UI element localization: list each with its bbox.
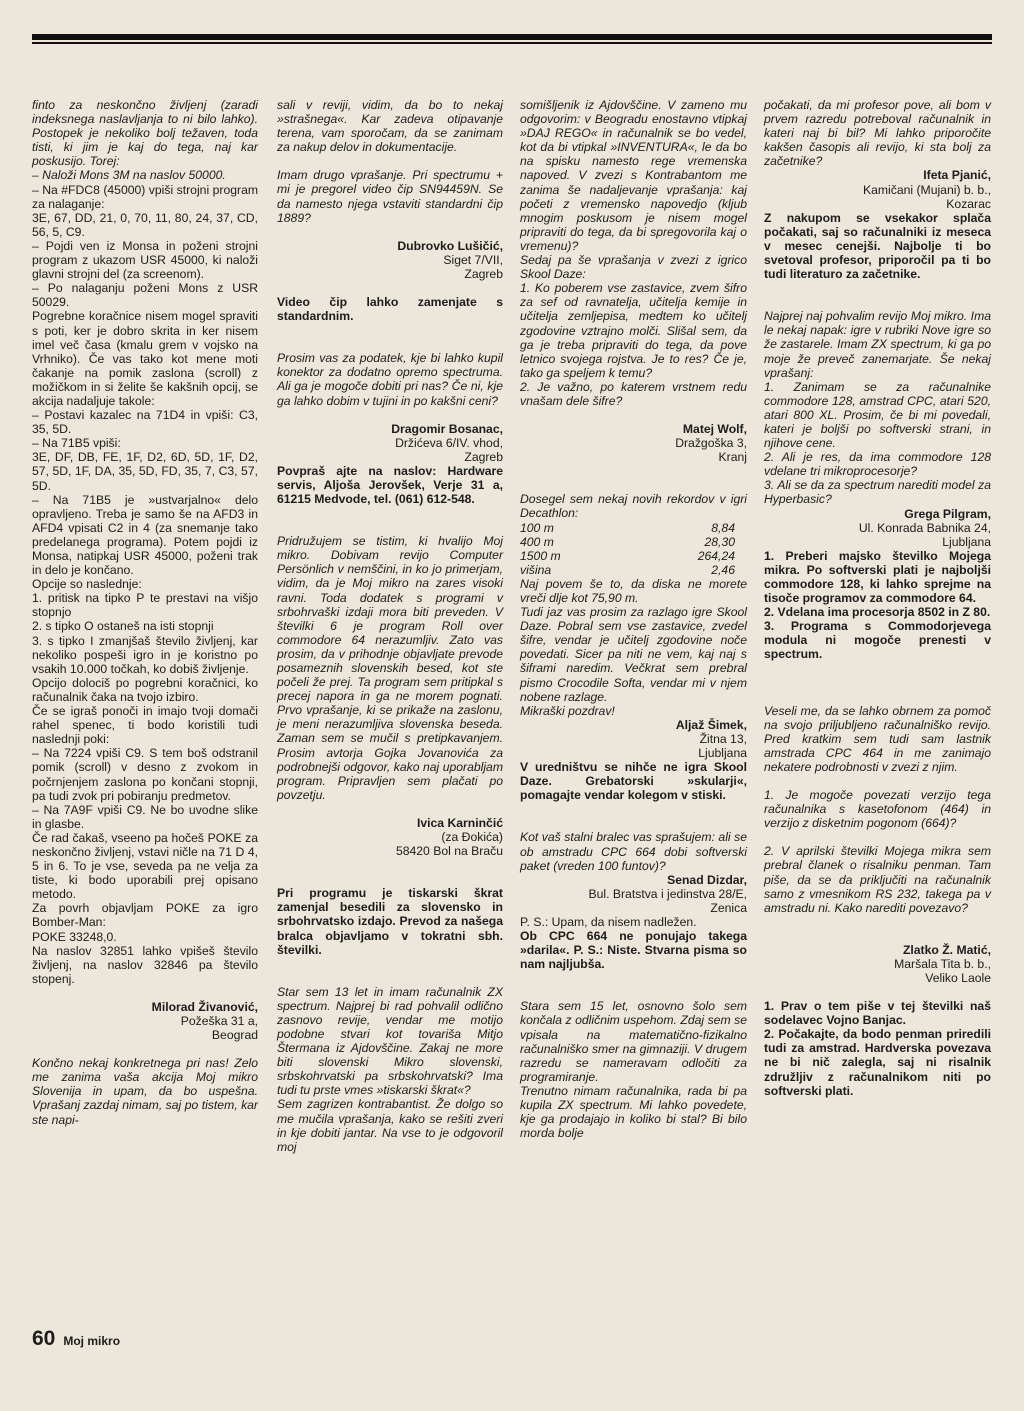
editor-reply: V uredništvu se nihče ne igra Skool Daze. Grebatorski »skularji«, pomagajte vendar kolegom v stiski. <box>520 760 747 803</box>
reader-letter-paragraph: 1. Zanimam se za računalnike commodore 128, amstrad CPC, atari 520, atari 800 XL. Prosim, če bi mi povedali, kateri je boljši po softverski strani, in njihove cene. <box>764 379 991 451</box>
signature-line: Maršala Tita b. b., <box>894 956 991 971</box>
signature-line: Ivica Karninčić <box>416 815 503 830</box>
editor-reply: 1. Preberi majsko številko Mojega mikra. Po softverski plati je najboljši commodore 128, ki lahko sprejme na tisoče programov za commodore 64. <box>764 548 991 606</box>
paragraph: Opcijo dolociš po pogrebni koračnici, ko računalnik čaka na tvojo izbiro. <box>32 675 258 704</box>
signature-line: Zagreb <box>464 266 503 281</box>
paragraph-spacer <box>277 802 503 816</box>
column-4 <box>764 98 991 1098</box>
signature-line: Dragomir Bosanac, <box>391 421 503 436</box>
editor-reply: Pri programu je tiskarski škrat zamenjal besedili za slovensko in srbohrvatsko izdajo. Prevod za našega bralca objavljamo v tokratni sbh. številki. <box>277 886 503 957</box>
record-event: 100 m <box>520 520 554 535</box>
paragraph: Za povrh objavljam POKE za igro Bomber-Man: <box>32 901 258 930</box>
reader-letter-paragraph: finto za neskončno življenj (zaradi indeksnega naslavljanja to ni bilo lahko). Postopek je nekoliko bolj težaven, toda tisti, ki jim je kaj do tega, naj kar poskusijo. Torej: <box>32 98 258 169</box>
paragraph-spacer <box>520 971 747 999</box>
signature-line: Držićeva 6/IV. vhod, <box>395 435 503 450</box>
editor-reply: 3. Programa s Commodorjevega modula ni mogoče prenesti v spectrum. <box>764 619 991 662</box>
signature-line: Bul. Bratstva i jedinstva 28/E, <box>588 886 747 901</box>
paragraph: Na naslov 32851 lahko vpišeš število življenj, na naslov 32846 pa število stopenj. <box>32 943 258 986</box>
reader-letter-paragraph: 2. V aprilski številki Mojega mikra sem prebral članek o risalniku penman. Tam piše, da se da priključiti na računalnik samo z vmesnikom RS 232, takega pa v amstradu ni. Kako narediti povezavo? <box>764 844 991 915</box>
paragraph: 3E, DF, DB, FE, 1F, D2, 6D, 5D, 1F, D2, 57, 5D, 1F, DA, 35, 5D, FD, 35, 7, C3, 57, 5D. <box>32 450 258 493</box>
paragraph-spacer <box>277 957 503 985</box>
paragraph-spacer <box>764 830 991 844</box>
signature-line: Dubrovko Lušičić, <box>397 238 503 253</box>
reader-letter-paragraph: Pridružujem se tistim, ki hvalijo Moj mikro. Dobivam revijo Computer Persönlich v nemščini, in ko jo primerjam, vidim, da je Moj mikro na zares visoki ravni. Toda dodatek s programi v srbohrvaški izdaji mora biti preveden. V številki 6 je program Roll over commodore 64 nerazumljiv. Zato vas prosim, da v prihodnje objavljate prevode posameznih slovenskih besed, kot ste počeli že prej. Ta program sem pritipkal s precej napora in ga ne morem pognati. Prvo vprašanje, ki se prikaže na zaslonu, je meni nerazumljiva slovenska beseda. Zaman sem se mučil s pretipkavanjem. Prosim avtorja Gojka Jovanovića za podrobnejši odgovor, kako naj uporabljam program. Pripravljen sem plačati po povzetju. <box>277 534 503 802</box>
paragraph: – Na #FDC8 (45000) vpiši strojni program za nalaganje: <box>32 182 258 211</box>
record-value: 8,84 <box>711 520 735 535</box>
reader-letter-paragraph: Kot vaš stalni bralec vas sprašujem: ali se ob amstradu CPC 664 dobi softverski paket (vreden 100 funtov)? <box>520 830 747 873</box>
reader-letter-paragraph: Sem zagrizen kontrabantist. Že dolgo so me mučila vprašanja, kako se rešiti zveri in kje dobiti jantar. Na vse to je odgovoril moj <box>277 1097 503 1154</box>
reader-letter-paragraph: 3. Ali se da za spectrum narediti model za Hyperbasic? <box>764 478 991 507</box>
record-row <box>520 535 747 549</box>
paragraph: Pogrebne koračnice nisem mogel spraviti s poti, ker je dobro skrita in ker nisem imel več časa (kmalu grem v vojsko na Vrhniko). Če vas tako kot mene moti čakanje na pomik zaslona (scroll) z možičkom in si želite še kakšnih opcij, se akcija nadaljuje takole: <box>32 309 258 408</box>
reader-letter-paragraph: Najprej naj pohvalim revijo Moj mikro. Ima le nekaj napak: igre v rubriki Nove igre so že zastarele. Imam ZX spectrum, ki ga po moje že preveč zanemarjate. Še nekaj vprašanj: <box>764 309 991 380</box>
reader-letter-paragraph: Končno nekaj konkretnega pri nas! Zelo me zanima vaša akcija Moj mikro Slovenija in upam, da bo uspešna. Vprašanj zazdaj nimam, saj po tistem, kar ste napi- <box>32 1056 258 1127</box>
reader-letter-paragraph: Sedaj pa še vprašanja v zvezi z igrico Skool Daze: <box>520 253 747 282</box>
reader-letter-paragraph: 1. Ko poberem vse zastavice, zvem šifro za sef od ravnatelja, učitelja kemije in učitelja zemljepisa, medtem ko učitelj zgodovine vztrajno molči. Slišal sem, da ga je treba pripraviti do tega, da pove letnico svojega rojstva. Je to res? Če je, tako ga speljem k temu? <box>520 281 747 380</box>
reader-letter-paragraph: 1. Je mogoče povezati verzijo tega računalnika s kasetofonom (464) in verzijo z disketnim pogonom (664)? <box>764 788 991 831</box>
paragraph: – Po nalaganju poženi Mons z USR 50029. <box>32 281 258 310</box>
paragraph: P. S.: Upam, da nisem nadležen. <box>520 914 697 929</box>
paragraph-spacer <box>277 323 503 351</box>
signature-line: Matej Wolf, <box>682 422 747 437</box>
editor-reply: Z nakupom se vsekakor splača počakati, saj so računalniki iz meseca v mesec cenejši. Najbolje ti bo svetoval profesor, priporočil pa ti bo tudi literaturo za začetnike. <box>764 210 991 282</box>
paragraph: 2. s tipko O ostaneš na isti stopnji <box>32 619 214 634</box>
paragraph: – Pojdi ven iz Monsa in poženi strojni program z ukazom USR 45000, ki naloži glavni strojni del (za screenom). <box>32 238 258 282</box>
paragraph: 1. pritisk na tipko P te prestavi na višjo stopnjo <box>32 591 258 620</box>
signature-line: Senad Dizdar, <box>667 872 747 887</box>
column-1 <box>32 98 258 1127</box>
record-event: 1500 m <box>520 548 561 563</box>
record-event: 400 m <box>520 534 554 549</box>
paragraph-spacer <box>277 858 503 886</box>
paragraph: – Na 7A9F vpiši C9. Ne bo uvodne slike in glasbe. <box>32 802 258 831</box>
reader-letter-paragraph: Veseli me, da se lahko obrnem za pomoč na svojo priljubljeno računalniško revijo. Pred kratkim sem tudi sam lastnik amstrada CPC 464 in me zanimajo nekatere podrobnosti v zvezi z njim. <box>764 703 991 774</box>
record-row <box>520 549 747 563</box>
signature-line: Zenica <box>710 900 747 915</box>
signature-line: Aljaž Šimek, <box>675 717 747 732</box>
signature-line: Zlatko Ž. Matić, <box>902 942 991 957</box>
record-value: 264,24 <box>697 548 735 563</box>
editor-reply: 2. Počakajte, da bodo penman priredili tudi za amstrad. Hardverska povezava ne bi nič zalegla, saj ni risalnik združljiv z računalnikom niti po softverski plati. <box>764 1027 991 1098</box>
editor-reply: Video čip lahko zamenjate s standardnim. <box>277 295 503 324</box>
record-value: 2,46 <box>711 562 735 577</box>
reader-letter-paragraph: počakati, da mi profesor pove, ali bom v prvem razredu potreboval računalnik in kateri naj bi bil? Mi lahko priporočite kakšen časopis ali revijo, ki sta bolj za začetnike? <box>764 98 991 169</box>
editor-reply: 1. Prav o tem piše v tej številki naš sodelavec Vojno Banjac. <box>764 999 991 1028</box>
page-footer <box>32 1327 120 1351</box>
paragraph: Če rad čakaš, vseeno pa hočeš POKE za neskončno življenj, vstavi ničle na 71 D 4, 5 in 6. To je vse, seveda pa ne velja za tiste, ki bodo uporabili prej opisano metodo. <box>32 830 258 902</box>
signature-line: Veliko Laole <box>925 970 991 985</box>
paragraph-spacer <box>32 1042 258 1056</box>
signature-line: Beograd <box>211 1028 258 1043</box>
page-number: 60 <box>32 1327 56 1350</box>
paragraph-spacer <box>277 154 503 168</box>
signature-line: Kamičani (Mujani) b. b., <box>862 182 991 197</box>
reader-letter-paragraph: Imam drugo vprašanje. Pri spectrumu + mi je pregorel video čip SN94459N. Se da namesto njega vstaviti standardni čip 1889? <box>277 168 503 225</box>
record-row <box>520 563 747 577</box>
paragraph: Če se igraš ponoči in imajo tvoji domači rahel spenec, ti bodo koristili tudi naslednji poki: <box>32 704 258 747</box>
reader-letter-paragraph: 2. Ali je res, da ima commodore 128 vdelane tri mikroprocesorje? <box>764 450 991 479</box>
signature-line: Zagreb <box>464 449 503 464</box>
signature-line: Požeška 31 a, <box>180 1014 258 1028</box>
paragraph-spacer <box>764 985 991 999</box>
signature-line: Siget 7/VII, <box>443 252 503 267</box>
reader-letter-paragraph: Stara sem 15 let, osnovno šolo sem končala z odličnim uspehom. Zdaj sem se vpisala na matematično-fizikalno računalniško smer na gimnaziji. V drugem razredu se nameravam odločiti za programiranje. <box>520 999 747 1084</box>
paragraph-spacer <box>764 774 991 788</box>
reader-letter-paragraph: 2. Je važno, po katerem vrstnem redu vnašam dele šifre? <box>520 379 747 408</box>
header-rule <box>32 34 992 40</box>
signature-line: 58420 Bol na Braču <box>395 844 503 859</box>
paragraph: POKE 33248,0. <box>32 929 117 944</box>
signature-line: Žitna 13, <box>699 731 747 746</box>
signature-line: Dražgoška 3, <box>675 436 747 451</box>
signature-line: Ifeta Pjanić, <box>923 168 991 183</box>
reader-letter-paragraph: – Naloži Mons 3M na naslov 50000. <box>32 168 226 183</box>
reader-letter-paragraph: Naj povem še to, da diska ne morete vreči dlje kot 75,90 m. <box>520 576 747 605</box>
paragraph: 3. s tipko I zmanjšaš število življenj, kar nekoliko pospeši igro in je koristno po vsakih 10.000 točkah, ko dobiš življenje. <box>32 633 258 676</box>
signature-line: Ul. Konrada Babnika 24, <box>858 520 991 535</box>
reader-letter-paragraph: Mikraški pozdrav! <box>520 703 615 718</box>
paragraph-spacer <box>520 802 747 830</box>
signature-line: Kozarac <box>946 196 991 211</box>
paragraph-spacer <box>764 281 991 309</box>
record-row <box>520 521 747 535</box>
reader-letter-paragraph: Dosegel sem nekaj novih rekordov v igri Decathlon: <box>520 492 747 521</box>
paragraph-spacer <box>764 915 991 943</box>
paragraph-spacer <box>277 506 503 534</box>
signature-line: Grega Pilgram, <box>904 506 991 521</box>
paragraph-spacer <box>277 225 503 239</box>
paragraph-spacer <box>764 690 991 704</box>
paragraph: – Na 7224 vpiši C9. S tem boš odstranil pomik (scroll) v desno z zvokom in počrnjenjem zaslona po končani stopnji, pa tudi zvok pri pobiranju predmetov. <box>32 746 258 803</box>
paragraph: – Na 71B5 je »ustvarjalno« delo opravljeno. Treba je samo še na AFD3 in AFD4 vpisati C2 in 4 (za snemanje tako predelanega programa). Potem pojdi iz Monsa, natipkaj USR 45000, poženi trak in delo je končano. <box>32 492 258 578</box>
paragraph-spacer <box>32 986 258 1000</box>
paragraph: 3E, 67, DD, 21, 0, 70, 11, 80, 24, 37, CD, 56, 5, C9. <box>32 210 258 239</box>
reader-letter-paragraph: Trenutno nimam računalnika, rada bi pa kupila ZX spectrum. Mi lahko povedete, kje ga prodajajo in koliko bi stal? Bi bilo morda bolje <box>520 1083 747 1141</box>
magazine-name: Moj mikro <box>63 1334 121 1348</box>
paragraph: – Postavi kazalec na 71D4 in vpiši: C3, 35, 5D. <box>32 408 258 437</box>
record-value: 28,30 <box>704 534 735 549</box>
paragraph-spacer <box>277 281 503 295</box>
signature-line: Ljubljana <box>698 746 747 761</box>
column-2 <box>277 98 503 1154</box>
paragraph-spacer <box>520 408 747 422</box>
paragraph: Opcije so naslednje: <box>32 577 142 592</box>
editor-reply: Povpraš ajte na naslov: Hardware servis, Aljoša Jerovšek, Verje 31 a, 61215 Medvode, tel. (061) 612-548. <box>277 463 503 507</box>
signature-line: Kranj <box>718 450 747 465</box>
paragraph-spacer <box>277 408 503 422</box>
reader-letter-paragraph: sali v reviji, vidim, da bo to nekaj »strašnega«. Kar zadeva otipavanje terena, vam sporočam, da se zanimam za nakup delov in dokumentacije. <box>277 98 503 155</box>
paragraph: – Na 71B5 vpiši: <box>32 436 121 451</box>
reader-letter-paragraph: Tudi jaz vas prosim za razlago igre Skool Daze. Pobral sem vse zastavice, zvedel šifre, vendar je učitelj zgodovine noče povedati. Sicer pa niti ne vem, kaj naj s šiframi naredim. Večkrat sem prebral pismo Crocodile Softa, vendar mi v njem nobene razlage. <box>520 605 747 704</box>
reader-letter-paragraph: somišljenik iz Ajdovščine. V zameno mu odgovorim: v Beogradu enostavno vtipkaj »DAJ REGO« in računalnik se bo vedel, kot da bi vtipkal »INVENTURA«, le da bo na spisku namesto rege vremenska napoved. V zvezi s Kontrabantom me zanima še nadaljevanje vprašanja: kaj početi z vremensko napovedjo (kljub mnogim poskusom je nisem mogel pripraviti do tega, da bi spregovorila kaj o vremenu)? <box>520 98 747 253</box>
reader-letter-paragraph: Star sem 13 let in imam računalnik ZX spectrum. Najprej bi rad pohvalil odlično zasnovo revije, vendar me motijo podobne stvari kot tovariša Mitjo Štermana iz Ajdovščine. Zakaj ne more biti slovenski Mikro slovenski, srbskohrvatski pa srbskohrvatski? Ima tudi tu prste vmes »tiskarski škrat«? <box>277 984 503 1098</box>
header-rule-thin <box>32 42 992 44</box>
signature-line: Ljubljana <box>942 534 991 549</box>
column-3 <box>520 98 747 1140</box>
paragraph-spacer <box>520 464 747 492</box>
record-event: višina <box>520 562 552 577</box>
signature-line: (za Đokića) <box>441 830 503 845</box>
editor-reply: Ob CPC 664 ne ponujajo takega »darila«. P. S.: Niste. Stvarna pisma so nam najljubša. <box>520 929 747 972</box>
paragraph-spacer <box>764 662 991 690</box>
editor-reply: 2. Vdelana ima procesorja 8502 in Z 80. <box>764 605 991 620</box>
signature-line: Milorad Živanović, <box>151 999 258 1014</box>
reader-letter-paragraph: Prosim vas za podatek, kje bi lahko kupil konektor za dodatno opremo spectruma. Ali ga je mogoče dobiti pri nas? Če ni, kje ga lahko dobim v tujini in po kakšni ceni? <box>277 351 503 408</box>
